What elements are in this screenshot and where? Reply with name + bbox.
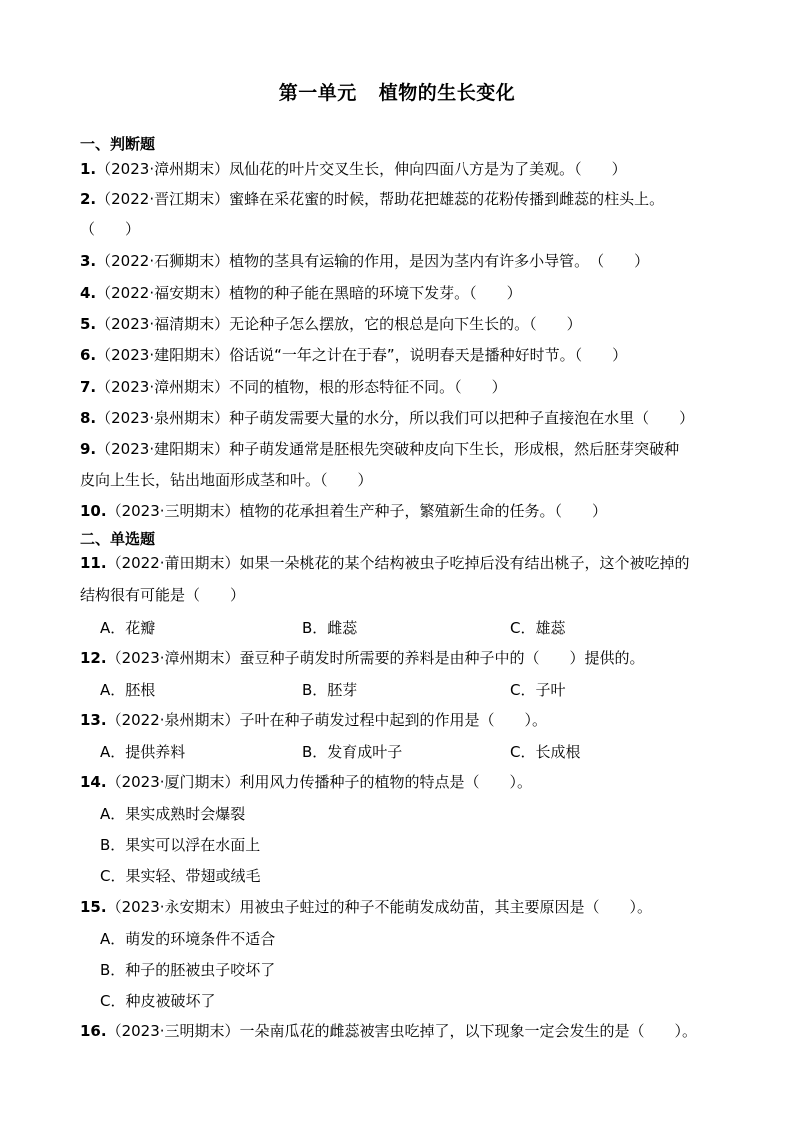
question-9-cont: 皮向上生长，钻出地面形成茎和叶。（ ）: [80, 471, 373, 489]
question-14: 14.（2023·厦门期末）利用风力传播种子的植物的特点是（ ）。: [80, 773, 533, 791]
question-11: 11.（2022·莆田期末）如果一朵桃花的某个结构被虫子吃掉后没有结出桃子，这个被吃掉的: [80, 554, 690, 572]
question-9: 9.（2023·建阳期末）种子萌发通常是胚根先突破种皮向下生长，形成根，然后胚芽突破种: [80, 440, 680, 458]
question-2-cont: （ ）: [80, 220, 141, 238]
q12-option-c[interactable]: C．子叶: [510, 681, 566, 699]
q13-option-b[interactable]: B．发育成叶子: [302, 743, 403, 761]
q12-option-a[interactable]: A．胚根: [100, 681, 156, 699]
q15-option-a[interactable]: A．萌发的环境条件不适合: [100, 930, 276, 948]
q15-option-b[interactable]: B．种子的胚被虫子咬坏了: [100, 961, 276, 979]
question-6: 6.（2023·建阳期末）俗话说“一年之计在于春”，说明春天是播种好时节。（ ）: [80, 346, 628, 364]
section-single-heading: 二、单选题: [80, 530, 156, 548]
question-5: 5.（2023·福清期末）无论种子怎么摆放，它的根总是向下生长的。（ ）: [80, 315, 582, 333]
question-3: 3.（2022·石狮期末）植物的茎具有运输的作用，是因为茎内有许多小导管。 （ ）: [80, 252, 650, 270]
unit-name: 植物的生长变化: [378, 82, 516, 104]
q11-option-b[interactable]: B．雌蕊: [302, 619, 358, 637]
question-10: 10.（2023·三明期末）植物的花承担着生产种子，繁殖新生命的任务。（ ）: [80, 502, 608, 520]
q11-option-a[interactable]: A．花瓣: [100, 619, 156, 637]
question-7: 7.（2023·漳州期末）不同的植物，根的形态特征不同。（ ）: [80, 378, 507, 396]
q11-option-c[interactable]: C．雄蕊: [510, 619, 566, 637]
question-13: 13.（2022·泉州期末）子叶在种子萌发过程中起到的作用是（ ）。: [80, 711, 548, 729]
q14-option-a[interactable]: A．果实成熟时会爆裂: [100, 805, 246, 823]
q13-option-a[interactable]: A．提供养料: [100, 743, 186, 761]
question-8: 8.（2023·泉州期末）种子萌发需要大量的水分，所以我们可以把种子直接泡在水里（ ）: [80, 409, 695, 427]
q15-option-c[interactable]: C．种皮被破坏了: [100, 992, 216, 1010]
q12-option-b[interactable]: B．胚芽: [302, 681, 358, 699]
question-15: 15.（2023·永安期末）用被虫子蛀过的种子不能萌发成幼苗，其主要原因是（ ）。: [80, 898, 653, 916]
unit-label: 第一单元: [278, 82, 357, 104]
question-12: 12.（2023·漳州期末）蚕豆种子萌发时所需要的养料是由种子中的（ ）提供的。: [80, 649, 645, 667]
q14-option-c[interactable]: C．果实轻、带翅或绒毛: [100, 867, 261, 885]
q14-option-b[interactable]: B．果实可以浮在水面上: [100, 836, 261, 854]
page-title: [0, 78, 794, 105]
question-1: 1.（2023·漳州期末）凤仙花的叶片交叉生长，伸向四面八方是为了美观。（ ）: [80, 160, 627, 178]
question-11-cont: 结构很有可能是（ ）: [80, 586, 246, 604]
section-judge-heading: 一、判断题: [80, 135, 156, 153]
question-4: 4.（2022·福安期末）植物的种子能在黑暗的环境下发芽。（ ）: [80, 284, 522, 302]
q13-option-c[interactable]: C．长成根: [510, 743, 581, 761]
question-2: 2.（2022·晋江期末）蜜蜂在采花蜜的时候，帮助花把雄蕊的花粉传播到雌蕊的柱头上。: [80, 190, 665, 208]
question-16: 16.（2023·三明期末）一朵南瓜花的雌蕊被害虫吃掉了，以下现象一定会发生的是（ ）。: [80, 1022, 698, 1040]
